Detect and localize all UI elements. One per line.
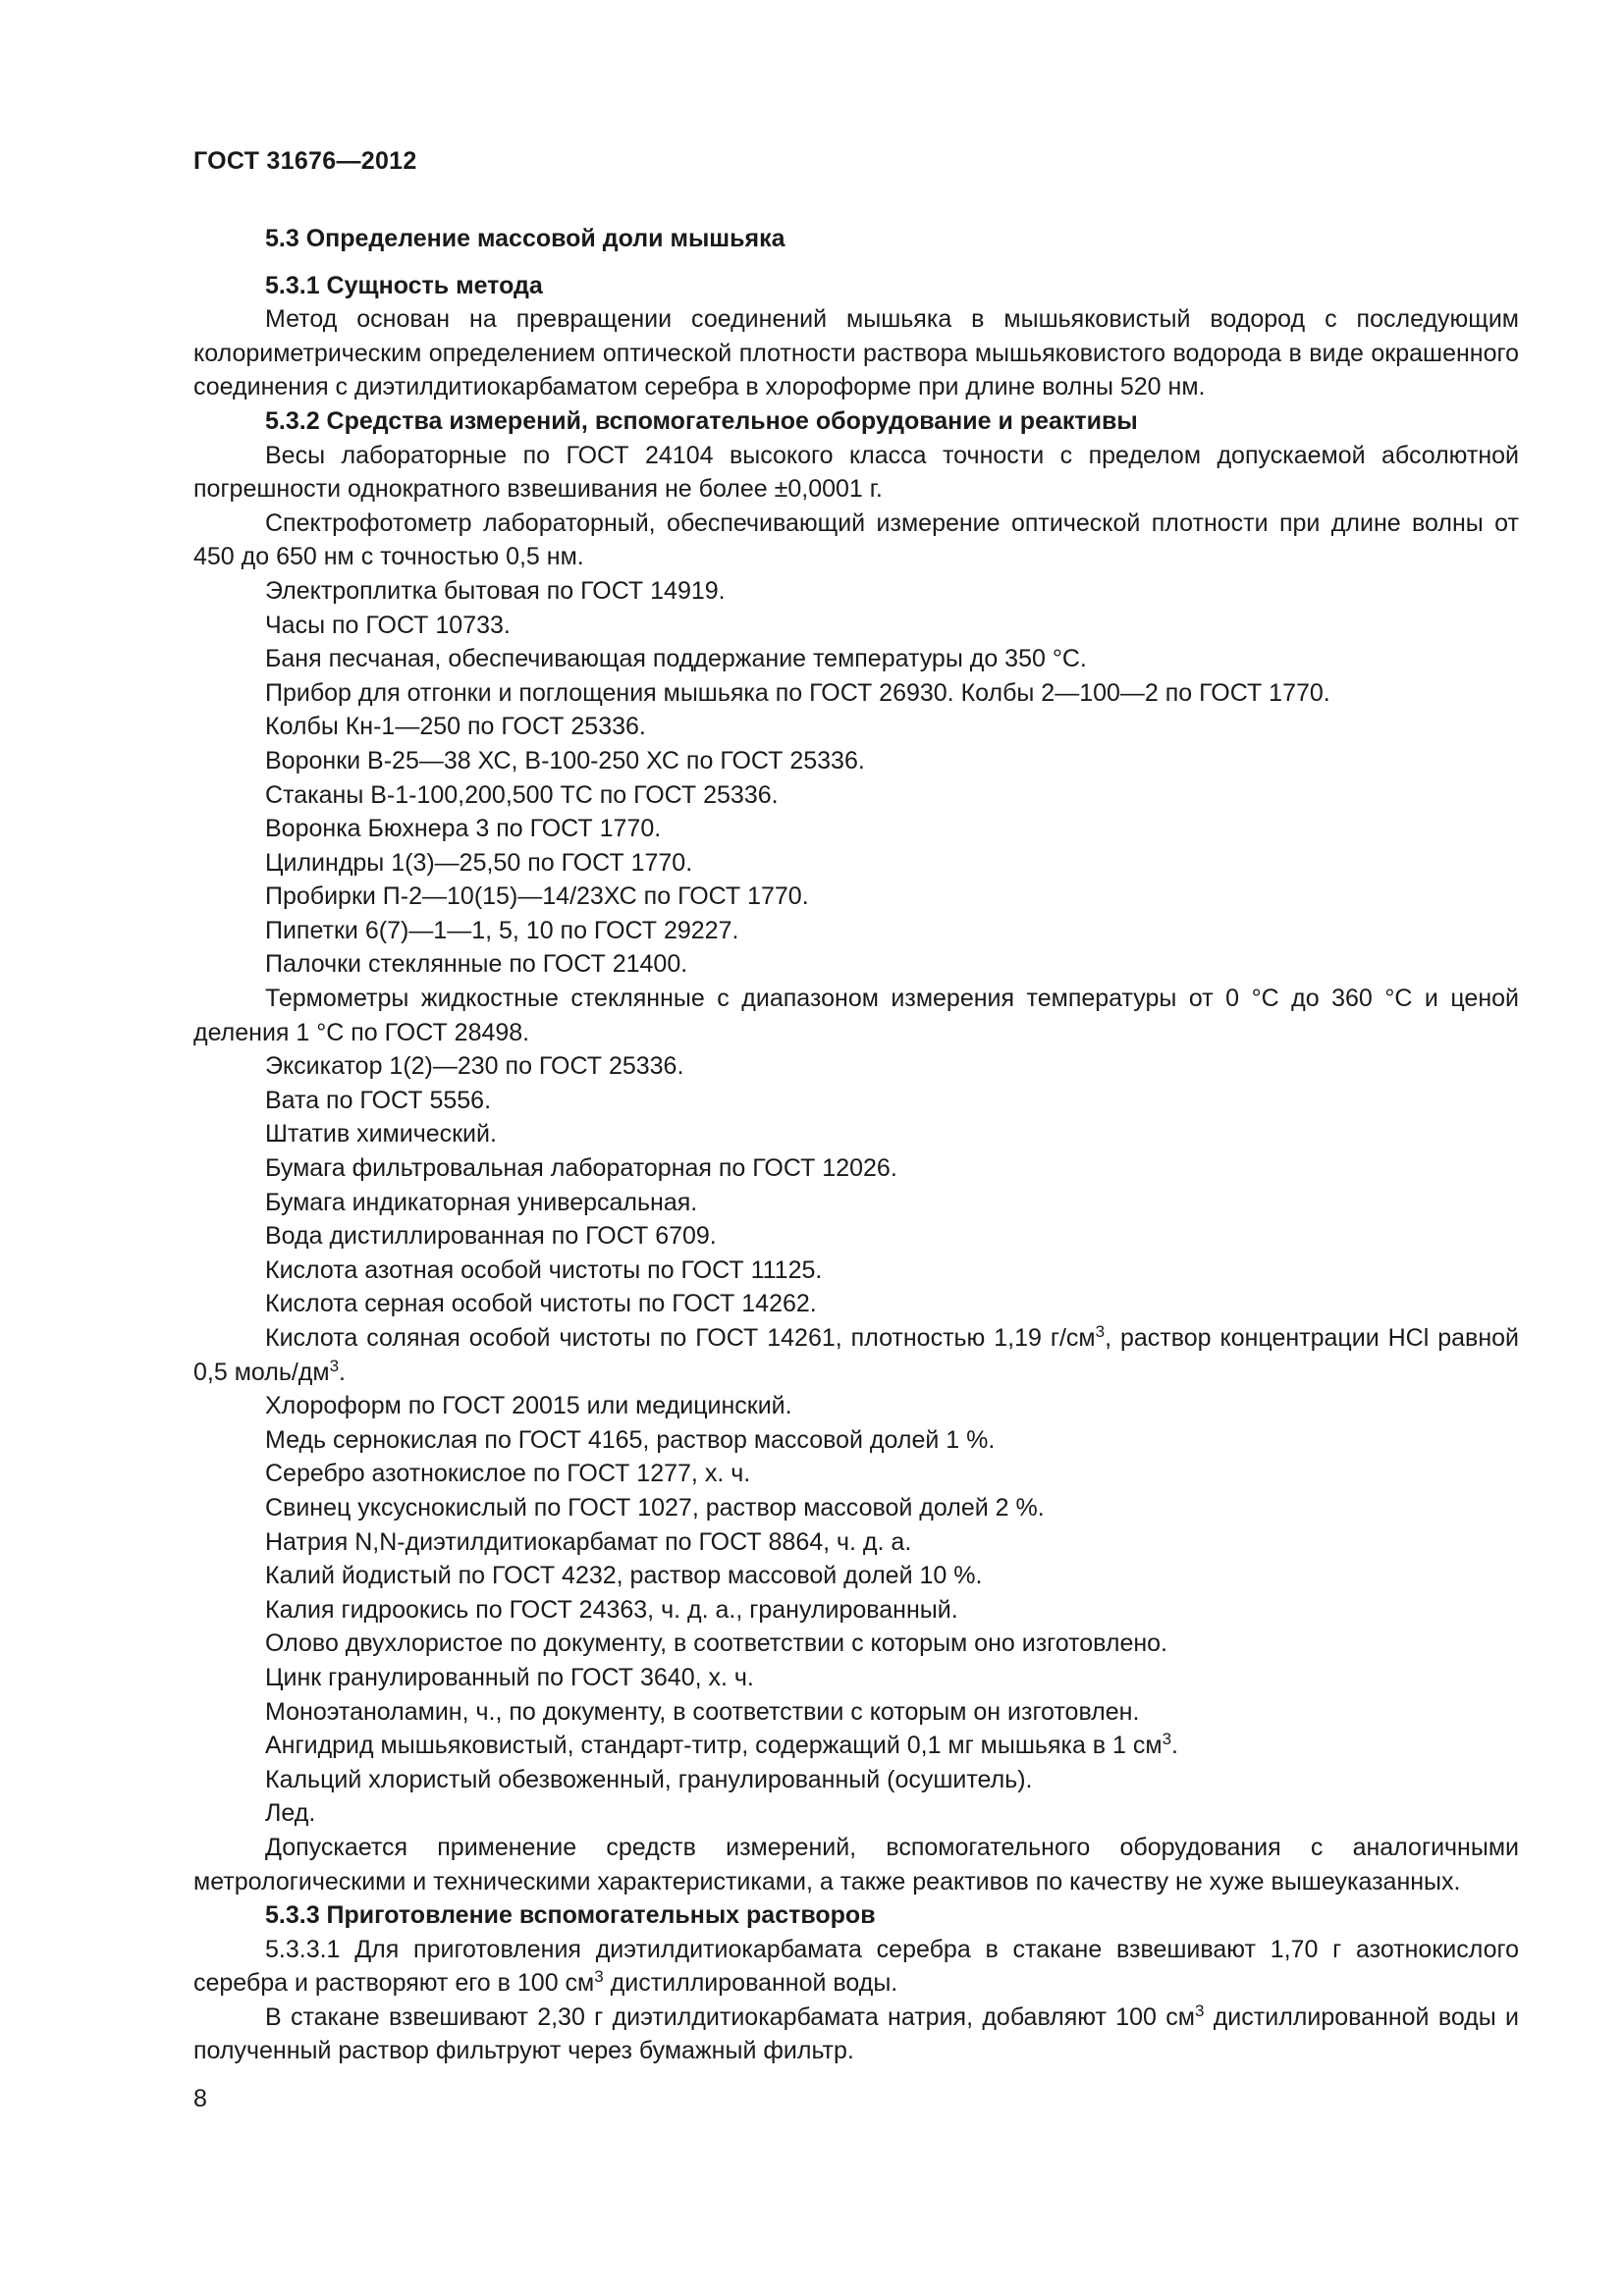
list-item: Палочки стеклянные по ГОСТ 21400. xyxy=(265,950,688,979)
list-item: Пробирки П-2—10(15)—14/23ХС по ГОСТ 1770. xyxy=(265,882,809,911)
section-title-5-3: 5.3 Определение массовой доли мышьяка xyxy=(265,225,785,252)
list-item: Бумага фильтровальная лабораторная по ГОСТ 12026. xyxy=(265,1154,897,1183)
list-item: Натрия N,N-диэтилдитиокарбамат по ГОСТ 8864, ч. д. а. xyxy=(265,1527,912,1556)
text-part: Кислота соляная особой чистоты по ГОСТ 14261, плотностью 1,19 г/см xyxy=(265,1324,1096,1352)
text-part: дистиллированной воды и полученный раствор фильтруют через бумажный фильтр. xyxy=(193,2002,1519,2065)
superscript: 3 xyxy=(329,1356,340,1375)
list-item: Воронки В-25—38 ХС, В-100-250 ХС по ГОСТ 25336. xyxy=(265,746,865,774)
superscript: 3 xyxy=(594,1967,604,1987)
text-part: В стакане взвешивают 2,30 г диэтилдитиокарбамата натрия, добавляют 100 см xyxy=(265,2002,1195,2031)
list-item: Кальций хлористый обезвоженный, гранулированный (осушитель). xyxy=(265,1765,1033,1793)
list-item: Колбы Кн-1—250 по ГОСТ 25336. xyxy=(265,713,646,741)
list-item: Свинец уксуснокислый по ГОСТ 1027, раствор массовой долей 2 %. xyxy=(265,1493,1045,1522)
section-title-5-3-1: 5.3.1 Сущность метода xyxy=(265,271,543,299)
superscript: 3 xyxy=(1095,1322,1106,1341)
list-item: Калия гидроокись по ГОСТ 24363, ч. д. а., гранулированный. xyxy=(265,1595,958,1624)
list-item-arsenic-anhydride xyxy=(193,1729,1519,1763)
superscript: 3 xyxy=(1162,1730,1172,1749)
list-item: Бумага индикаторная универсальная. xyxy=(265,1188,698,1216)
list-item: Прибор для отгонки и поглощения мышьяка по ГОСТ 26930. Колбы 2—100—2 по ГОСТ 1770. xyxy=(265,678,1330,707)
list-item: Пипетки 6(7)—1—1, 5, 10 по ГОСТ 29227. xyxy=(265,916,739,944)
list-item: Воронка Бюхнера 3 по ГОСТ 1770. xyxy=(265,815,662,843)
list-item: Часы по ГОСТ 10733. xyxy=(265,611,511,639)
list-item: Штатив химический. xyxy=(265,1120,497,1148)
list-item: Термометры жидкостные стеклянные с диапазоном измерения температуры от 0 °С до 360 °С и ценой деления 1 °С по ГОСТ 28498. xyxy=(193,985,1519,1046)
section-title-5-3-3: 5.3.3 Приготовление вспомогательных растворов xyxy=(265,1901,876,1930)
paragraph-method-essence: Метод основан на превращении соединений мышьяка в мышьяковистый водород с последующим колориметрическим определением оптической плотности раствора мышьяковистого водорода в виде окрашенного соединения с диэтилдитиокарбаматом серебра в хлороформе при длине волны 520 нм. xyxy=(193,305,1519,401)
list-item: Баня песчаная, обеспечивающая поддержание температуры до 350 °С. xyxy=(265,645,1087,673)
paragraph-sodium-solution xyxy=(193,2001,1519,2068)
paragraph-note: Допускается применение средств измерений, вспомогательного оборудования с аналогичными метрологическими и техническими характеристиками, а также реактивов по качеству не хуже вышеуказанных. xyxy=(193,1833,1519,1896)
list-item: Олово двухлористое по документу, в соответствии с которым оно изготовлено. xyxy=(265,1629,1168,1658)
list-item: Эксикатор 1(2)—230 по ГОСТ 25336. xyxy=(265,1052,684,1081)
text-part: . xyxy=(1171,1732,1178,1760)
list-item: Лед. xyxy=(265,1799,316,1828)
list-item: Вода дистиллированная по ГОСТ 6709. xyxy=(265,1222,717,1251)
list-item: Моноэтаноламин, ч., по документу, в соответствии с которым он изготовлен. xyxy=(265,1697,1140,1726)
text-part: Ангидрид мышьяковистый, стандарт-титр, содержащий 0,1 мг мышьяка в 1 см xyxy=(265,1732,1163,1760)
list-item-hydrochloric-acid xyxy=(193,1321,1519,1389)
list-item: Кислота азотная особой чистоты по ГОСТ 11125. xyxy=(265,1255,823,1284)
list-item: Вата по ГОСТ 5556. xyxy=(265,1086,492,1114)
text-part: , раствор концентрации HCl равной 0,5 моль/дм xyxy=(193,1324,1520,1386)
list-item: Медь сернокислая по ГОСТ 4165, раствор массовой долей 1 %. xyxy=(265,1425,996,1454)
text-part: дистиллированной воды. xyxy=(603,1969,898,1998)
list-item: Спектрофотометр лабораторный, обеспечивающий измерение оптической плотности при длине волны от 450 до 650 нм с точностью 0,5 нм. xyxy=(193,508,1519,571)
list-item: Цилиндры 1(3)—25,50 по ГОСТ 1770. xyxy=(265,848,693,877)
superscript: 3 xyxy=(1194,2001,1205,2020)
list-item: Калий йодистый по ГОСТ 4232, раствор массовой долей 10 %. xyxy=(265,1562,983,1590)
list-item: Серебро азотнокислое по ГОСТ 1277, х. ч. xyxy=(265,1460,751,1488)
list-item: Хлороформ по ГОСТ 20015 или медицинский. xyxy=(265,1392,792,1420)
page-number: 8 xyxy=(193,2085,207,2112)
list-item: Кислота серная особой чистоты по ГОСТ 14262. xyxy=(265,1290,817,1318)
list-item: Стаканы В-1-100,200,500 ТС по ГОСТ 25336. xyxy=(265,780,779,809)
text-part: . xyxy=(339,1358,346,1386)
paragraph-5-3-3-1 xyxy=(193,1933,1519,2001)
document-header: ГОСТ 31676—2012 xyxy=(193,147,417,175)
list-item: Цинк гранулированный по ГОСТ 3640, х. ч. xyxy=(265,1663,754,1691)
document-body xyxy=(193,222,1519,2068)
text-part: 5.3.3.1 Для приготовления диэтилдитиокарбамата серебра в стакане взвешивают 1,70 г азотнокислого серебра и растворяют его в 100 см xyxy=(193,1935,1519,1998)
section-title-5-3-2: 5.3.2 Средства измерений, вспомогательное оборудование и реактивы xyxy=(265,406,1138,435)
list-item: Электроплитка бытовая по ГОСТ 14919. xyxy=(265,576,726,605)
list-item: Весы лабораторные по ГОСТ 24104 высокого класса точности с пределом допускаемой абсолютной погрешности однократного взвешивания не более ±0,0001 г. xyxy=(193,441,1519,504)
